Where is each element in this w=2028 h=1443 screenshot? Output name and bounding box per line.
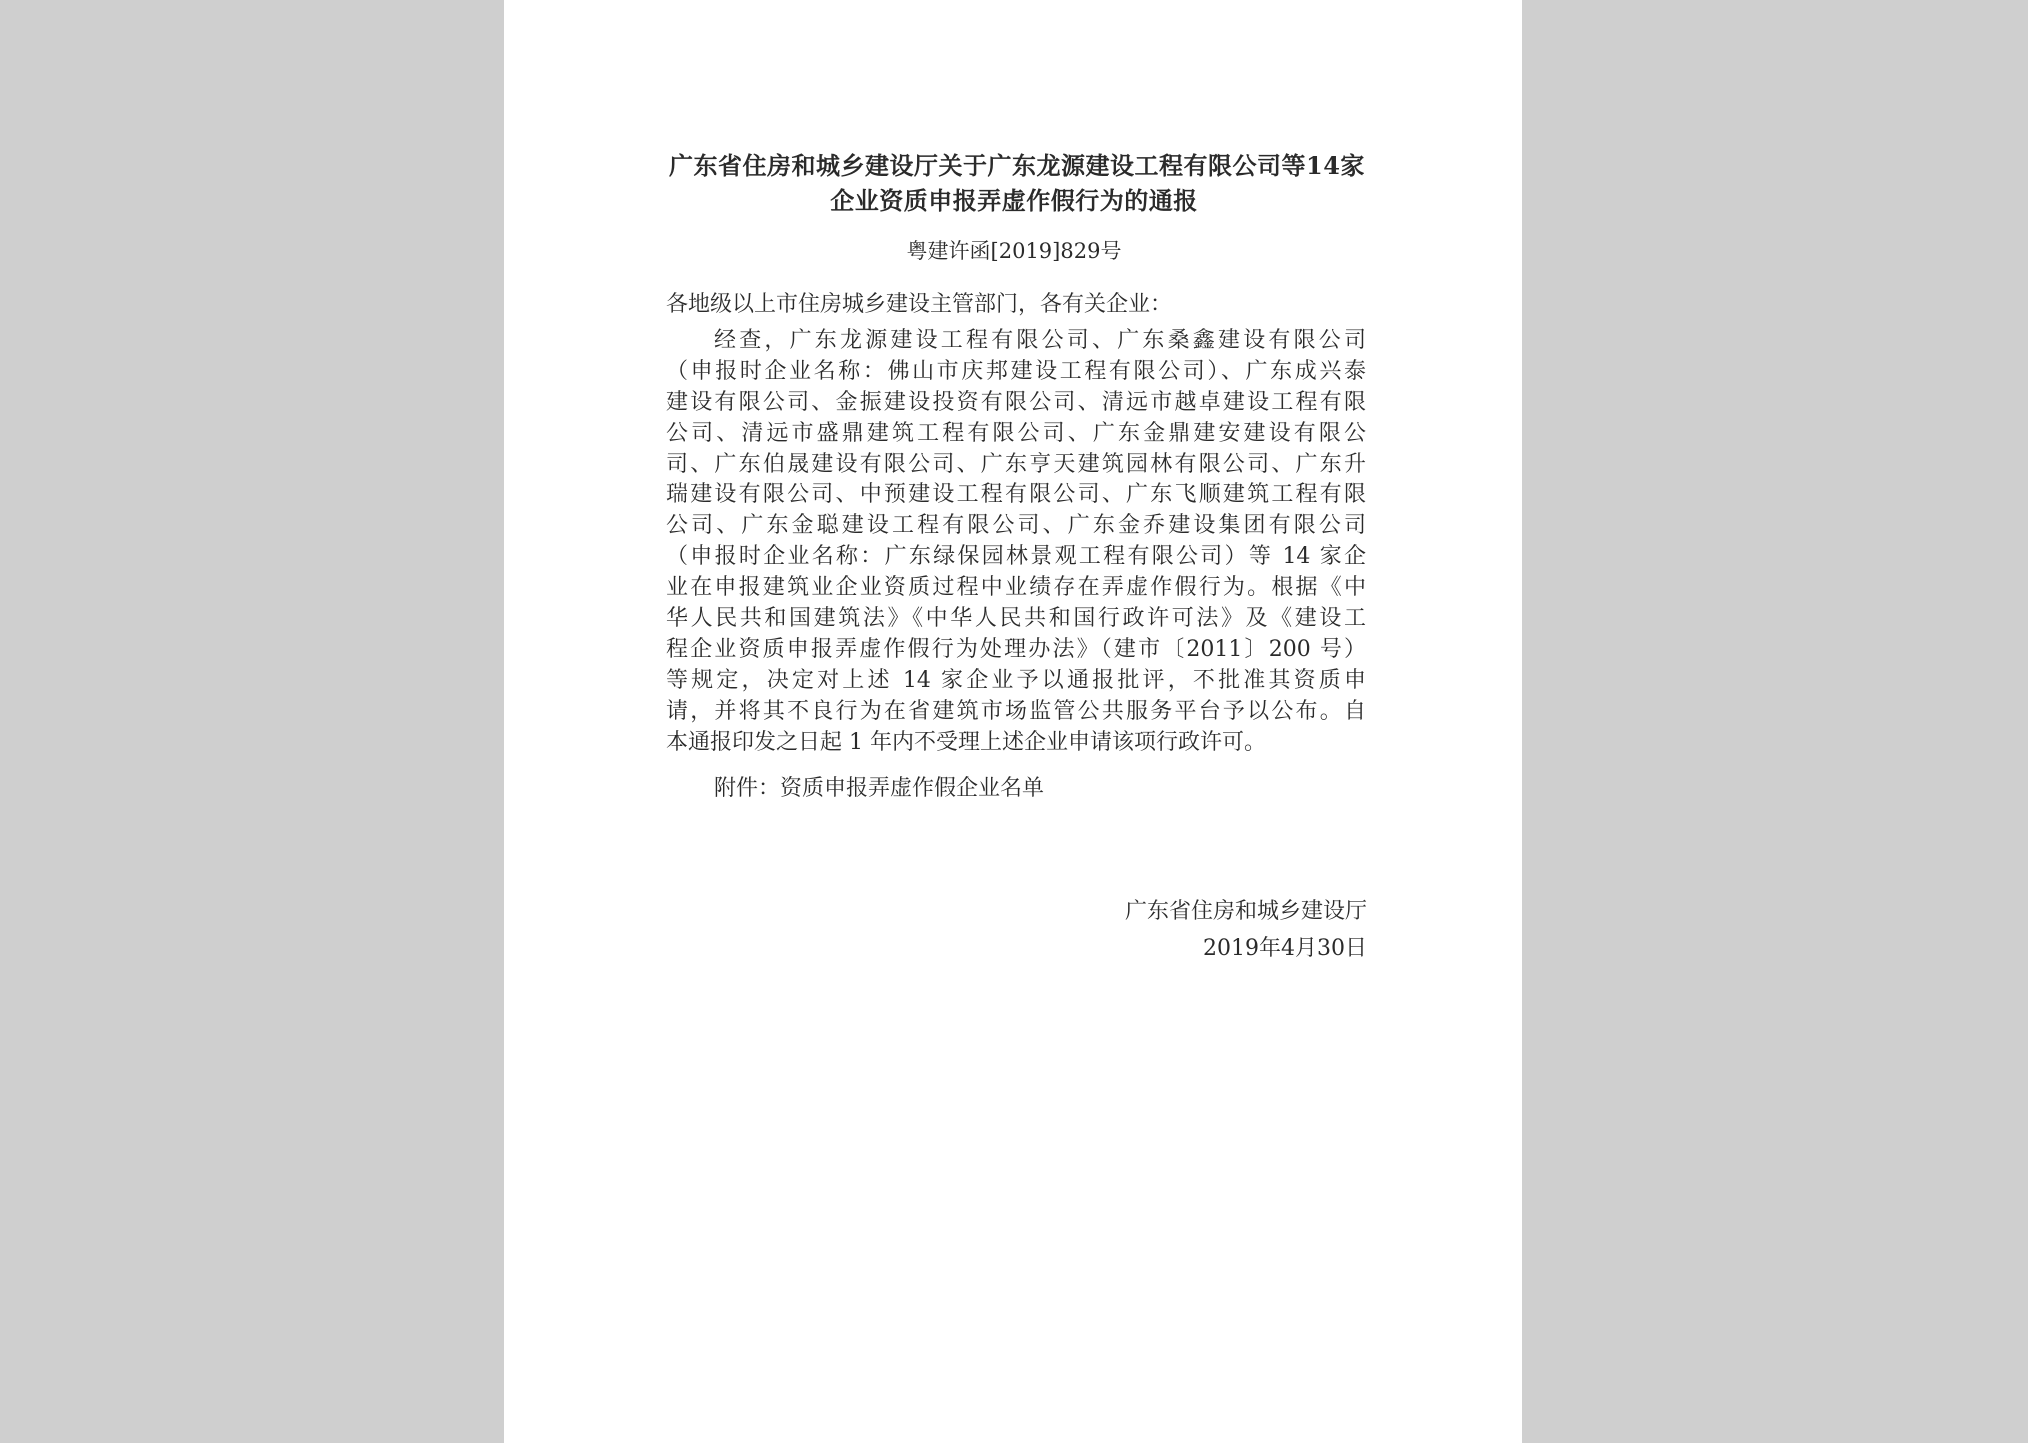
title-line: 广东省住房和城乡建设厅关于广东龙源建设工程有限公司等14家 bbox=[669, 151, 1365, 180]
document-title bbox=[669, 148, 1365, 218]
body-line: 等规定，决定对上述 14 家企业予以通报批评，不批准其资质申 bbox=[666, 667, 1366, 693]
body-line: 瑞建设有限公司、中预建设工程有限公司、广东飞顺建筑工程有限 bbox=[666, 482, 1366, 508]
attachment-note: 附件：资质申报弄虚作假企业名单 bbox=[714, 776, 1045, 801]
body-line: 经查，广东龙源建设工程有限公司、广东桑鑫建设有限公司 bbox=[714, 328, 1366, 353]
body-line: 公司、广东金聪建设工程有限公司、广东金乔建设集团有限公司 bbox=[666, 513, 1366, 539]
body-line: 公司、清远市盛鼎建筑工程有限公司、广东金鼎建安建设有限公 bbox=[666, 420, 1366, 446]
body-line: 程企业资质申报弄虚作假行为处理办法》（建市〔2011〕200 号） bbox=[666, 636, 1366, 662]
body-line: 华人民共和国建筑法》《中华人民共和国行政许可法》及《建设工 bbox=[666, 606, 1366, 632]
document-page bbox=[504, 0, 1522, 1443]
body-line: 请，并将其不良行为在省建筑市场监管公共服务平台予以公布。自 bbox=[666, 698, 1366, 724]
body-line: 业在申报建筑业企业资质过程中业绩存在弄虚作假行为。根据《中 bbox=[666, 575, 1366, 601]
body-line: （申报时企业名称：佛山市庆邦建设工程有限公司）、广东成兴泰 bbox=[666, 358, 1366, 384]
title-line: 企业资质申报弄虚作假行为的通报 bbox=[830, 186, 1198, 215]
body-line: （申报时企业名称：广东绿保园林景观工程有限公司）等 14 家企 bbox=[666, 544, 1366, 570]
body-paragraph bbox=[666, 326, 1366, 758]
salutation: 各地级以上市住房城乡建设主管部门，各有关企业： bbox=[666, 292, 1173, 317]
body-line: 司、广东伯晟建设有限公司、广东亨天建筑园林有限公司、广东升 bbox=[666, 451, 1366, 477]
body-line: 建设有限公司、金振建设投资有限公司、清远市越卓建设工程有限 bbox=[666, 389, 1366, 415]
signature-block bbox=[1125, 893, 1367, 967]
document-number: 粤建许函[2019]829号 bbox=[906, 239, 1122, 263]
issuer-name: 广东省住房和城乡建设厅 bbox=[1124, 899, 1367, 924]
body-line: 本通报印发之日起 1 年内不受理上述企业申请该项行政许可。 bbox=[666, 729, 1266, 755]
issue-date: 2019年4月30日 bbox=[1203, 936, 1367, 961]
